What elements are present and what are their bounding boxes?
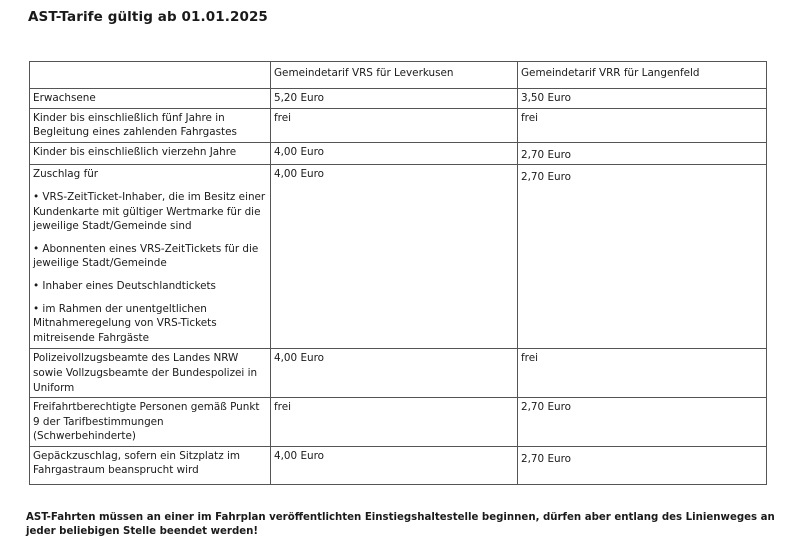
header-cell-vrs: Gemeindetarif VRS für Leverkusen: [271, 62, 518, 89]
table-row: [30, 398, 767, 447]
row-label-surcharge: [30, 165, 271, 349]
table-row: [30, 349, 767, 398]
price-vrs: 4,00 Euro: [271, 446, 518, 484]
row-label: Erwachsene: [30, 89, 271, 109]
price-vrr: 3,50 Euro: [518, 89, 767, 109]
surcharge-bullet: • VRS-ZeitTicket-Inhaber, die im Besitz einer Kundenkarte mit gültiger Wertmarke für die jeweilige Stadt/Gemeinde sind: [33, 190, 266, 233]
page-title: AST-Tarife gültig ab 01.01.2025: [28, 9, 268, 25]
footer-note: AST-Fahrten müssen an einer im Fahrplan veröffentlichten Einstiegshaltestelle beginnen, dürfen aber entlang des Linienweges an jeder beliebigen Stelle beendet werden!: [26, 512, 775, 537]
header-cell-blank: [30, 62, 271, 89]
price-vrr: 2,70 Euro: [518, 165, 767, 349]
price-vrr: frei: [518, 349, 767, 398]
surcharge-bullet: • Inhaber eines Deutschlandtickets: [33, 279, 216, 292]
row-label: Kinder bis einschließlich fünf Jahre in Begleitung eines zahlenden Fahrgastes: [30, 108, 271, 142]
price-vrs: 4,00 Euro: [271, 142, 518, 165]
tariff-table: [29, 61, 767, 485]
row-label: Gepäckzuschlag, sofern ein Sitzplatz im Fahrgastraum beansprucht wird: [30, 446, 271, 484]
price-vrs: 4,00 Euro: [271, 349, 518, 398]
table-row: [30, 108, 767, 142]
table-header-row: [30, 62, 767, 89]
table-row: [30, 446, 767, 484]
row-label: Polizeivollzugsbeamte des Landes NRW sowie Vollzugsbeamte der Bundespolizei in Uniform: [30, 349, 271, 398]
row-label: Freifahrtberechtigte Personen gemäß Punkt 9 der Tarifbestimmungen (Schwerbehinderte): [30, 398, 271, 447]
surcharge-bullet: • im Rahmen der unentgeltlichen Mitnahmeregelung von VRS-Tickets mitreisende Fahrgäste: [33, 302, 217, 344]
price-vrs: 4,00 Euro: [271, 165, 518, 349]
price-vrr: 2,70 Euro: [518, 398, 767, 447]
surcharge-bullet: • Abonnenten eines VRS-ZeitTickets für die jeweilige Stadt/Gemeinde: [33, 242, 259, 270]
surcharge-intro: Zuschlag für: [33, 168, 99, 181]
price-vrr: 2,70 Euro: [518, 142, 767, 165]
price-vrs: 5,20 Euro: [271, 89, 518, 109]
table-row: [30, 89, 767, 109]
header-cell-vrr: Gemeindetarif VRR für Langenfeld: [518, 62, 767, 89]
table-row: [30, 142, 767, 165]
table-row: [30, 165, 767, 349]
row-label: Kinder bis einschließlich vierzehn Jahre: [30, 142, 271, 165]
price-vrr: 2,70 Euro: [518, 446, 767, 484]
price-vrs: frei: [271, 108, 518, 142]
price-vrr: frei: [518, 108, 767, 142]
price-vrs: frei: [271, 398, 518, 447]
